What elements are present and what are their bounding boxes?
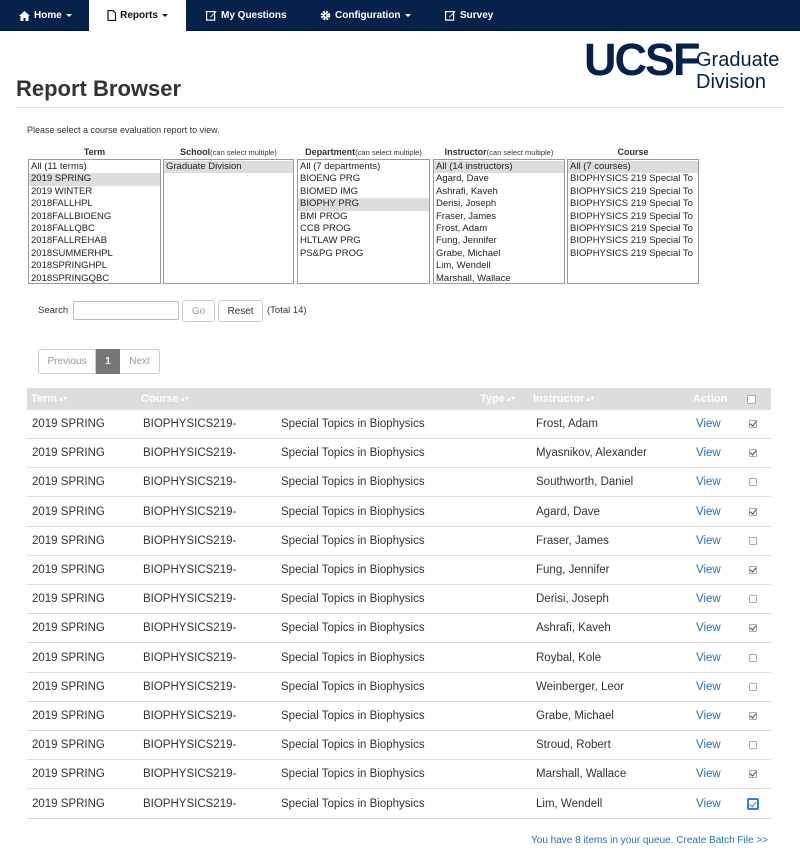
instructor-select[interactable]	[433, 159, 565, 284]
cell-instructor: Grabe, Michael	[536, 710, 614, 722]
th-term[interactable]	[31, 388, 67, 410]
filter-term-label	[28, 146, 161, 159]
select-option[interactable]: 2018SPRINGHPL	[31, 260, 108, 272]
filter-term-title: Term	[83, 147, 106, 157]
select-option[interactable]: 2018SPRINGQBC	[31, 272, 110, 284]
view-link[interactable]: View	[696, 739, 721, 752]
row-checkbox[interactable]	[747, 798, 759, 810]
school-select[interactable]	[163, 159, 294, 284]
filter-school	[163, 146, 294, 284]
select-option[interactable]: CCB PROG	[300, 222, 351, 234]
select-option[interactable]: Grabe, Michael	[436, 247, 501, 259]
view-link[interactable]: View	[696, 593, 721, 606]
cell-title: Special Topics in Biophysics	[281, 680, 425, 693]
sort-icon: ▴▾	[586, 394, 595, 403]
th-instructor[interactable]	[533, 388, 594, 410]
row-checkbox[interactable]	[749, 712, 757, 720]
nav-survey[interactable]	[445, 0, 493, 31]
edit-icon	[445, 10, 456, 21]
th-type-label: Type	[480, 393, 505, 405]
row-checkbox[interactable]	[749, 624, 757, 632]
select-option[interactable]: 2018FALLHPL	[31, 198, 93, 210]
filter-school-title: School	[180, 147, 211, 157]
cell-instructor: Agard, Dave	[536, 505, 600, 518]
select-option[interactable]: Agard, Dave	[436, 173, 489, 185]
logo-line2: Division	[696, 71, 767, 93]
table-row	[27, 702, 771, 731]
cell-instructor: Marshall, Wallace	[536, 768, 627, 781]
page-title: Report Browser	[16, 76, 182, 101]
cell-title: Special Topics in Biophysics	[281, 651, 425, 664]
cell-title: Special Topics in Biophysics	[281, 622, 425, 635]
cell-title: Special Topics in Biophysics	[281, 797, 425, 810]
th-course[interactable]	[141, 388, 189, 410]
cell-course: BIOPHYSICS219-	[143, 710, 237, 722]
select-option[interactable]: Fraser, James	[436, 210, 497, 222]
view-link[interactable]: View	[696, 680, 721, 693]
cell-term: 2019 SPRING	[32, 710, 105, 722]
logo-line1: Graduate	[696, 49, 780, 71]
filter-department-label	[297, 146, 430, 159]
table-row	[27, 614, 771, 643]
table-row	[27, 410, 771, 439]
row-checkbox[interactable]	[749, 449, 757, 457]
view-link[interactable]: View	[696, 476, 721, 489]
select-option[interactable]: All (11 terms)	[31, 161, 87, 172]
filter-school-hint: (can select multiple)	[210, 148, 277, 157]
select-option[interactable]: BIOPHYSICS 219 Special To	[570, 222, 693, 234]
edit-icon	[206, 10, 217, 21]
view-link[interactable]: View	[696, 505, 721, 518]
filter-instructor-title: Instructor	[444, 147, 487, 157]
filter-course	[567, 146, 699, 284]
cell-course: BIOPHYSICS219-	[143, 739, 237, 752]
table-row	[27, 673, 771, 702]
cell-course: BIOPHYSICS219-	[143, 534, 237, 547]
chevron-down-icon	[66, 14, 72, 17]
filter-school-label	[163, 146, 294, 159]
filter-term	[28, 146, 161, 284]
cell-instructor: Weinberger, Leor	[536, 680, 625, 693]
cell-term: 2019 SPRING	[32, 768, 105, 781]
sort-icon: ▴▾	[180, 394, 189, 403]
select-option[interactable]: 2019 WINTER	[31, 185, 93, 197]
reset-button[interactable]: Reset	[218, 300, 263, 322]
table-row	[27, 527, 771, 556]
nav-survey-label: Survey	[460, 10, 494, 21]
cell-title: Special Topics in Biophysics	[281, 505, 425, 518]
go-button[interactable]: Go	[182, 300, 215, 322]
table-row	[27, 439, 771, 468]
cell-term: 2019 SPRING	[32, 447, 105, 460]
select-option[interactable]: All (14 instructors)	[434, 161, 564, 173]
select-option[interactable]: 2019 SPRING	[29, 173, 160, 185]
top-navbar	[0, 0, 800, 31]
select-all-checkbox[interactable]	[747, 395, 756, 404]
cell-title: Special Topics in Biophysics	[281, 739, 425, 752]
cell-title: Special Topics in Biophysics	[281, 447, 425, 460]
nav-configuration-label: Configuration	[335, 10, 401, 21]
select-option[interactable]: BIOENG PRG	[300, 173, 361, 185]
cell-course: BIOPHYSICS219-	[143, 564, 237, 576]
select-option[interactable]: Fung, Jennifer	[436, 235, 497, 247]
cell-course: BIOPHYSICS219-	[143, 768, 237, 781]
cell-title: Special Topics in Biophysics	[281, 768, 425, 781]
cell-course: BIOPHYSICS219-	[143, 593, 237, 606]
gear-icon	[320, 10, 331, 21]
cell-term: 2019 SPRING	[32, 739, 105, 752]
select-option[interactable]: Derisi, Joseph	[436, 198, 497, 210]
cell-title: Special Topics in Biophysics	[281, 593, 425, 606]
cell-term: 2019 SPRING	[32, 505, 105, 518]
create-batch-file-link[interactable]: You have 8 items in your queue. Create Batch File >>	[531, 835, 768, 846]
select-option[interactable]: 2018FALLBIOENG	[31, 210, 112, 222]
chevron-down-icon	[162, 14, 168, 17]
filter-course-label	[567, 146, 699, 159]
table-row	[27, 498, 771, 527]
cell-course: BIOPHYSICS219-	[143, 651, 237, 664]
row-checkbox[interactable]	[749, 566, 757, 574]
view-link[interactable]: View	[696, 534, 721, 547]
row-checkbox[interactable]	[749, 595, 757, 603]
select-option[interactable]: All (7 courses)	[568, 161, 698, 173]
row-checkbox[interactable]	[749, 654, 757, 662]
nav-reports-label: Reports	[120, 10, 158, 21]
select-option[interactable]: All (7 departments)	[300, 161, 381, 172]
table-row	[27, 644, 771, 673]
view-link[interactable]: View	[696, 564, 721, 576]
cell-term: 2019 SPRING	[32, 476, 105, 489]
nav-reports[interactable]	[89, 0, 186, 31]
filter-course-title: Course	[617, 147, 649, 157]
select-option[interactable]: BIOPHYSICS 219 Special To	[570, 185, 693, 197]
cell-term: 2019 SPRING	[32, 418, 105, 430]
cell-course: BIOPHYSICS219-	[143, 447, 237, 460]
select-option[interactable]: 2018FALLREHAB	[31, 235, 108, 247]
logo-mark: UCSF	[584, 34, 699, 85]
filter-instructor-hint: (can select multiple)	[486, 148, 554, 157]
total-count: (Total 14)	[267, 305, 307, 316]
cell-term: 2019 SPRING	[32, 622, 105, 635]
view-link[interactable]: View	[696, 651, 721, 664]
row-checkbox[interactable]	[749, 420, 757, 428]
sort-icon: ▴▾	[59, 394, 68, 403]
cell-term: 2019 SPRING	[32, 564, 105, 576]
view-link[interactable]: View	[696, 797, 721, 810]
cell-instructor: Roybal, Kole	[536, 651, 602, 664]
th-instructor-label: Instructor	[533, 393, 585, 405]
row-checkbox[interactable]	[749, 683, 757, 691]
filter-instructor-label	[433, 146, 565, 159]
cell-term: 2019 SPRING	[32, 797, 105, 810]
filter-department-title: Department	[305, 147, 356, 157]
cell-instructor: Myasnikov, Alexander	[536, 447, 648, 460]
cell-title: Special Topics in Biophysics	[281, 476, 425, 489]
select-option[interactable]: BIOPHYSICS 219 Special To	[570, 235, 693, 247]
header-divider	[16, 107, 784, 108]
cell-instructor: Lim, Wendell	[536, 797, 603, 810]
previous-page-button[interactable]: Previous	[38, 349, 96, 374]
department-select[interactable]	[297, 159, 430, 284]
select-option[interactable]: BIOPHYSICS 219 Special To	[570, 173, 693, 185]
row-checkbox[interactable]	[749, 537, 757, 545]
table-row	[27, 585, 771, 614]
view-link[interactable]: View	[696, 418, 721, 430]
select-option[interactable]: 2018SUMMERHPL	[31, 247, 113, 259]
cell-title: Special Topics in Biophysics	[281, 418, 425, 430]
filter-department-hint: (can select multiple)	[355, 148, 422, 157]
view-link[interactable]: View	[696, 622, 721, 635]
term-select[interactable]	[28, 159, 161, 284]
select-option[interactable]: Marshall, Wallace	[436, 272, 511, 284]
cell-term: 2019 SPRING	[32, 680, 105, 693]
pagination	[38, 349, 160, 374]
table-row	[27, 790, 771, 819]
view-link[interactable]: View	[696, 447, 721, 460]
chevron-down-icon	[405, 14, 411, 17]
cell-course: BIOPHYSICS219-	[143, 505, 237, 518]
cell-course: BIOPHYSICS219-	[143, 418, 237, 430]
select-option[interactable]: BMI PROG	[300, 210, 348, 222]
cell-course: BIOPHYSICS219-	[143, 476, 237, 489]
cell-title: Special Topics in Biophysics	[281, 564, 425, 576]
cell-course: BIOPHYSICS219-	[143, 797, 237, 810]
page-1-button[interactable]: 1	[96, 349, 120, 374]
cell-instructor: Ashrafi, Kaveh	[536, 622, 611, 635]
cell-term: 2019 SPRING	[32, 534, 105, 547]
th-action: Action	[693, 393, 728, 405]
select-option[interactable]: Frost, Adam	[436, 222, 488, 234]
select-option[interactable]: BIOMED IMG	[300, 185, 359, 197]
nav-home-label: Home	[34, 10, 62, 21]
select-option[interactable]: BIOPHYSICS 219 Special To	[570, 247, 693, 259]
cell-instructor: Stroud, Robert	[536, 739, 611, 752]
cell-instructor: Frost, Adam	[536, 418, 598, 430]
table-row	[27, 731, 771, 760]
select-option[interactable]: BIOPHY PRG	[298, 198, 429, 210]
search-input[interactable]	[73, 301, 179, 320]
filter-instructor	[433, 146, 565, 284]
cell-title: Special Topics in Biophysics	[281, 534, 425, 547]
course-select[interactable]	[567, 159, 699, 284]
ucsf-logo	[584, 34, 788, 93]
table-row	[27, 468, 771, 497]
cell-term: 2019 SPRING	[32, 593, 105, 606]
view-link[interactable]: View	[696, 768, 721, 781]
sort-icon: ▴▾	[506, 394, 515, 403]
select-option[interactable]: BIOPHYSICS 219 Special To	[570, 198, 693, 210]
nav-my-questions-label: My Questions	[221, 10, 287, 21]
cell-course: BIOPHYSICS219-	[143, 622, 237, 635]
table-header	[27, 388, 771, 410]
instructions-text: Please select a course evaluation report to view.	[27, 125, 220, 135]
table-row	[27, 760, 771, 789]
select-option[interactable]: Ashrafi, Kaveh	[436, 185, 498, 197]
cell-instructor: Derisi, Joseph	[536, 593, 609, 606]
table-row	[27, 556, 771, 585]
cell-title: Special Topics in Biophysics	[281, 710, 425, 722]
th-term-label: Term	[31, 393, 58, 405]
th-type[interactable]	[480, 388, 515, 410]
document-icon	[107, 10, 116, 21]
select-option[interactable]: Lim, Wendell	[436, 260, 491, 272]
nav-home[interactable]	[19, 0, 72, 31]
select-option[interactable]: HLTLAW PRG	[300, 235, 361, 247]
cell-instructor: Fraser, James	[536, 534, 609, 547]
select-option[interactable]: 2018FALLQBC	[31, 222, 95, 234]
select-option[interactable]: Graduate Division	[164, 161, 293, 173]
search-label: Search	[38, 305, 69, 316]
th-course-label: Course	[141, 393, 179, 405]
select-option[interactable]: PS&PG PROG	[300, 247, 364, 259]
select-option[interactable]: BIOPHYSICS 219 Special To	[570, 210, 693, 222]
view-link[interactable]: View	[696, 710, 721, 722]
filter-department	[297, 146, 430, 284]
row-checkbox[interactable]	[749, 741, 757, 749]
next-page-button[interactable]: Next	[120, 349, 160, 374]
nav-my-questions[interactable]	[206, 0, 287, 31]
row-checkbox[interactable]	[749, 508, 757, 516]
home-icon	[19, 11, 30, 21]
cell-course: BIOPHYSICS219-	[143, 680, 237, 693]
cell-instructor: Fung, Jennifer	[536, 564, 610, 576]
row-checkbox[interactable]	[749, 770, 757, 778]
row-checkbox[interactable]	[749, 478, 757, 486]
cell-term: 2019 SPRING	[32, 651, 105, 664]
cell-instructor: Southworth, Daniel	[536, 476, 634, 489]
nav-configuration[interactable]	[320, 0, 411, 31]
